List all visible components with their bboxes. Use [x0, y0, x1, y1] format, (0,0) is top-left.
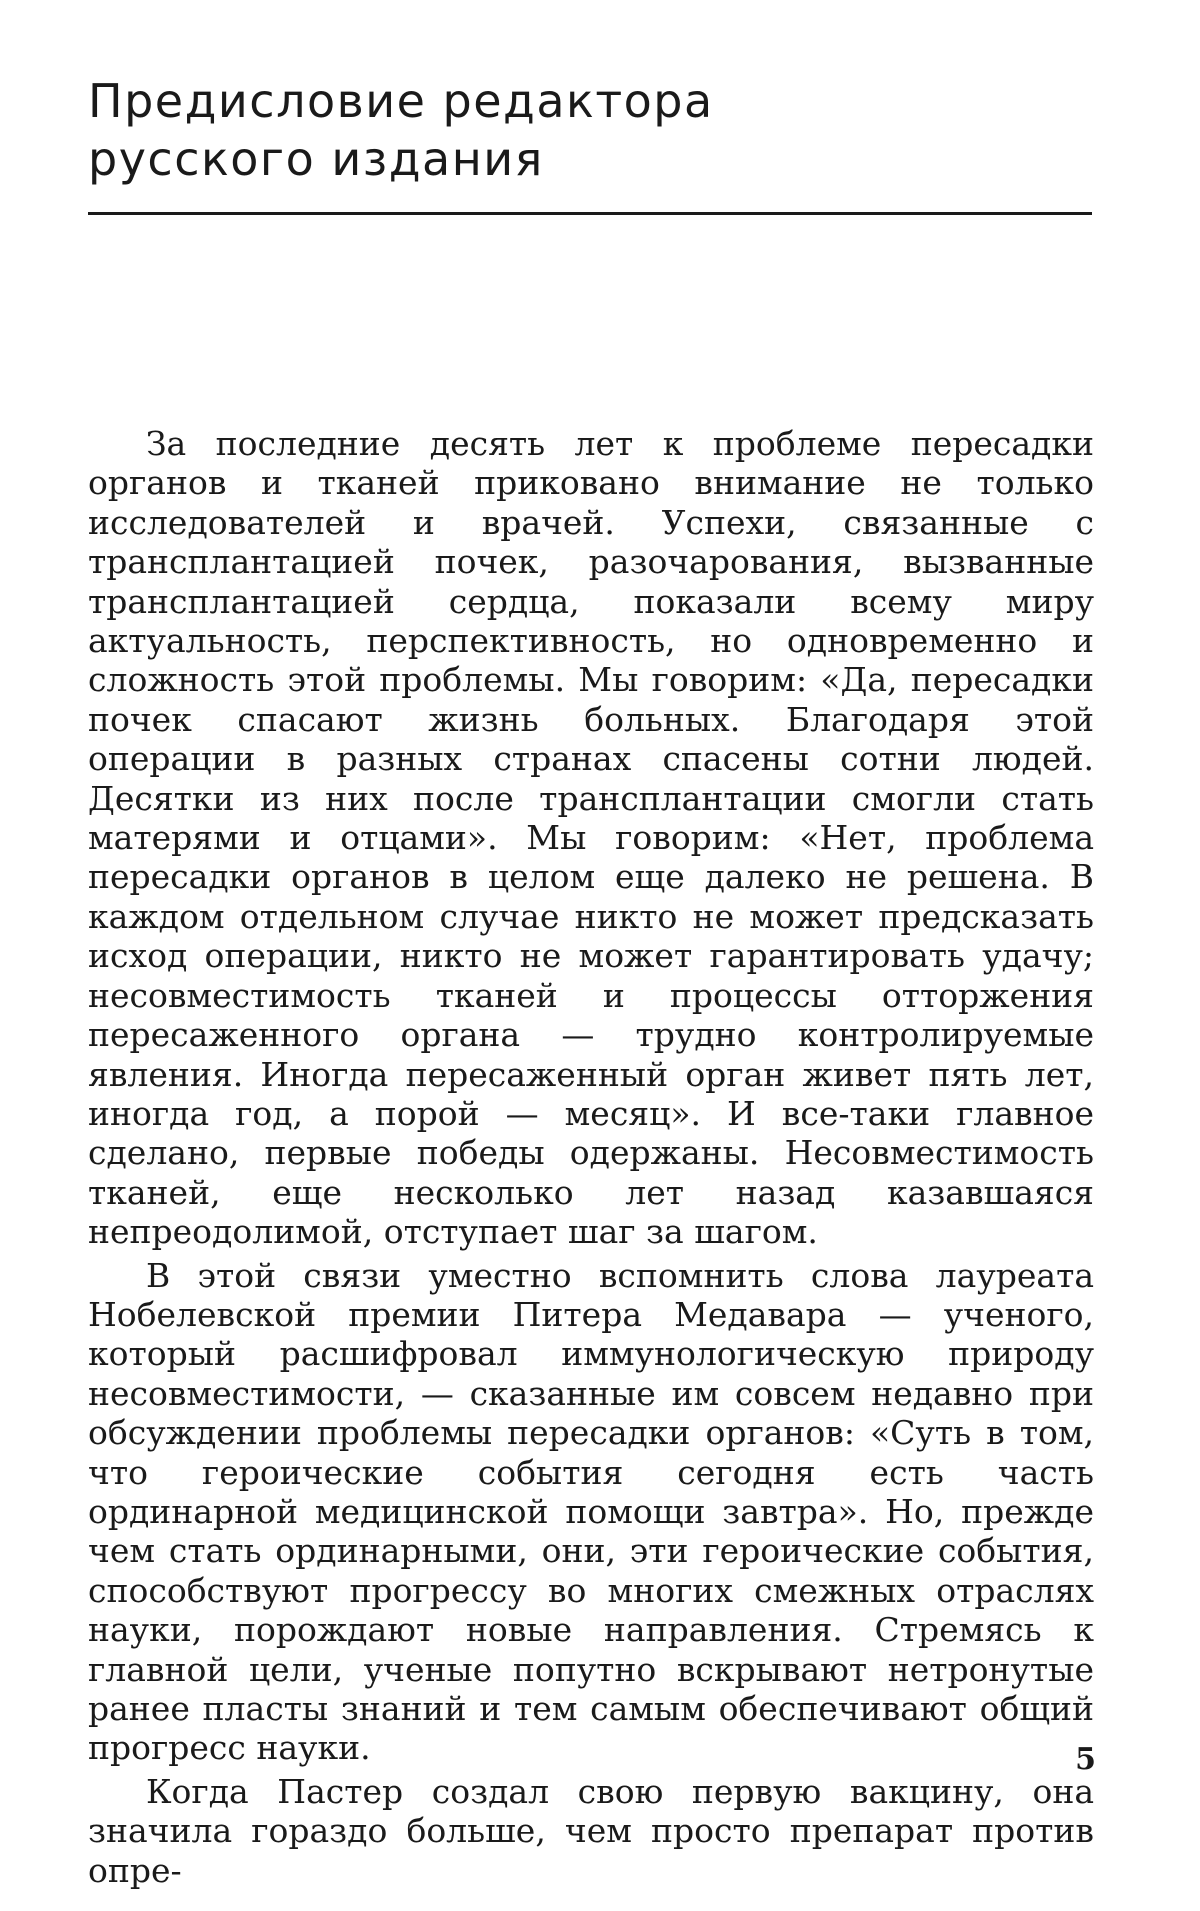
chapter-title-line-2: русского издания	[88, 132, 544, 186]
paragraph-3: Когда Пастер создал свою первую вакцину, она значила гораздо больше, чем просто препарат против опре-	[88, 1771, 1094, 1890]
title-divider-rule	[88, 212, 1092, 215]
chapter-title	[88, 72, 714, 188]
paragraph-1: За последние десять лет к проблеме пересадки органов и тканей приковано внимание не только исследователей и врачей. Успехи, связанные с трансплантацией почек, разочарования, вызванные трансплантацией сердца, показали всему миру актуальность, перспективность, но одновременно и сложность этой проблемы. Мы говорим: «Да, пересадки почек спасают жизнь больных. Благодаря этой операции в разных странах спасены сотни людей. Десятки из них после трансплантации смогли стать матерями и отцами». Мы говорим: «Нет, проблема пересадки органов в целом еще далеко не решена. В каждом отдельном случае никто не может предсказать исход операции, никто не может гарантировать удачу; несовместимость тканей и процессы отторжения пересаженного органа — трудно контролируемые явления. Иногда пересаженный орган живет пять лет, иногда год, а порой — месяц». И все-таки главное сделано, первые победы одержаны. Несовместимость тканей, еще несколько лет назад казавшаяся непреодолимой, отступает шаг за шагом.	[88, 424, 1094, 1252]
paragraph-2: В этой связи уместно вспомнить слова лауреата Нобелевской премии Питера Медавара — ученого, который расшифровал иммунологическую природу несовместимости, — сказанные им совсем недавно при обсуждении проблемы пересадки органов: «Суть в том, что героические события сегодня есть часть ординарной медицинской помощи завтра». Но, прежде чем стать ординарными, они, эти героические события, способствуют прогрессу во многих смежных отраслях науки, порождают новые направления. Стремясь к главной цели, ученые попутно вскрывают нетронутые ранее пласты знаний и тем самым обеспечивают общий прогресс науки.	[88, 1255, 1094, 1768]
body-text	[88, 424, 1094, 1894]
page-number: 5	[1075, 1742, 1096, 1777]
chapter-title-line-1: Предисловие редактора	[88, 74, 714, 128]
